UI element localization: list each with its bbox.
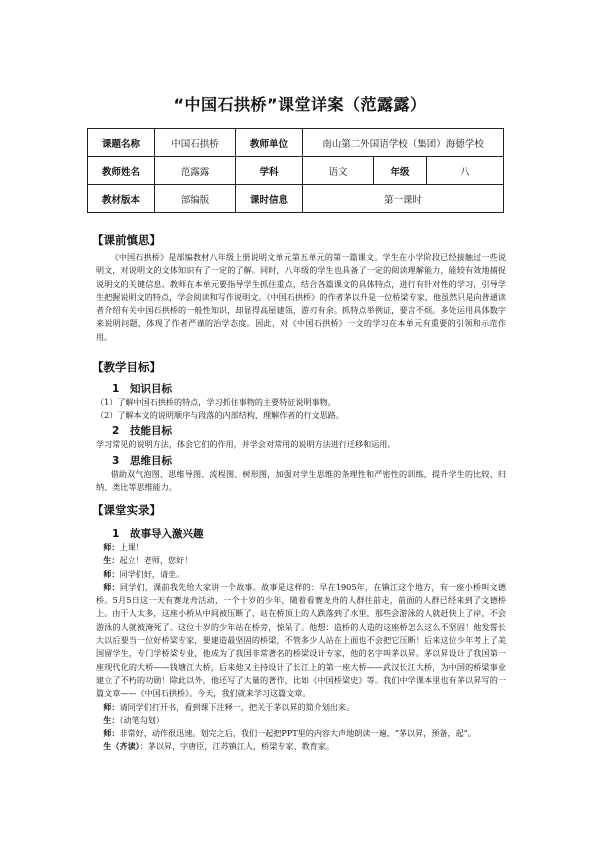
table-row bbox=[88, 129, 504, 157]
value-period: 第一课时 bbox=[303, 185, 504, 213]
speaker: 师： bbox=[103, 701, 120, 712]
utterance: 同学们好，请坐。 bbox=[119, 568, 185, 579]
label-subject: 学科 bbox=[236, 157, 303, 185]
speaker: 师： bbox=[103, 568, 120, 579]
objective-number: 1 bbox=[112, 383, 120, 395]
section-heading-objectives: 【教学目标】 bbox=[92, 360, 161, 374]
knowledge-items bbox=[96, 396, 506, 423]
utterance: 请同学们打开书，看到课下注释一，把关于茅以昇的简介划出来。 bbox=[119, 701, 355, 712]
utterance: （动笔勾划） bbox=[119, 714, 164, 725]
value-subject: 语文 bbox=[303, 157, 374, 185]
value-school: 南山第二外国语学校（集团）海德学校 bbox=[303, 129, 504, 157]
value-teacher: 范露露 bbox=[155, 157, 236, 185]
objective-thinking-heading bbox=[112, 453, 172, 468]
dialogue-line bbox=[96, 554, 506, 567]
speaker: 师： bbox=[103, 581, 120, 592]
label-teacher: 教师姓名 bbox=[88, 157, 155, 185]
objective-title: 思维目标 bbox=[130, 455, 172, 467]
speaker: 生（齐读） bbox=[103, 741, 140, 752]
value-grade: 八 bbox=[427, 157, 504, 185]
value-topic: 中国石拱桥 bbox=[155, 129, 236, 157]
objective-title: 知识目标 bbox=[130, 383, 172, 395]
table-row bbox=[88, 185, 504, 213]
thinking-line: 借助双气泡图、思维导图、流程图、树形图，加强对学生思维的条理性和严密性的训练，提升学生的比较、归纳、类比等思维能力。 bbox=[96, 469, 506, 493]
value-textbook: 部编版 bbox=[155, 185, 236, 213]
objective-knowledge-heading bbox=[112, 381, 172, 396]
list-item: （2）了解本文的说明顺序与段落的内部结构，理解作者的行文思路。 bbox=[96, 410, 344, 421]
utterance: 非常好，动作很迅速。划完之后，我们一起把PPT里的内容大声地朗读一遍，“茅以昇，预备，起”。 bbox=[119, 728, 476, 739]
dialogue-block bbox=[96, 541, 506, 754]
objective-number: 3 bbox=[112, 455, 120, 467]
dialogue-line bbox=[96, 701, 506, 714]
utterance: 上课！ bbox=[119, 542, 144, 552]
dialogue-line bbox=[96, 740, 506, 753]
dialogue-line bbox=[96, 541, 506, 554]
record-part-heading bbox=[112, 526, 204, 541]
speaker: 师： bbox=[103, 542, 120, 552]
label-grade: 年级 bbox=[374, 157, 427, 185]
label-school: 教师单位 bbox=[236, 129, 303, 157]
label-topic: 课题名称 bbox=[88, 129, 155, 157]
dialogue-line bbox=[96, 568, 506, 581]
speaker: 师： bbox=[103, 728, 120, 739]
label-textbook: 教材版本 bbox=[88, 185, 155, 213]
section-heading-record: 【课堂实录】 bbox=[92, 503, 161, 517]
pre-class-paragraph bbox=[96, 251, 506, 344]
document-title: “中国石拱桥”课堂详案（范露露） bbox=[173, 95, 427, 114]
table-row bbox=[88, 157, 504, 185]
lesson-info-table bbox=[87, 128, 504, 213]
objective-skill-heading bbox=[112, 423, 172, 438]
label-period: 课时信息 bbox=[236, 185, 303, 213]
speaker: 生： bbox=[103, 714, 120, 725]
objective-title: 技能目标 bbox=[130, 425, 172, 437]
pre-class-text: 《中国石拱桥》是部编教材八年级上册说明文单元第五单元的第一篇课文。学生在小学阶段已经接触过一些说明文，对说明文的文体知识有了一定的了解。同时，八年级的学生也具备了一定的阅读理解能力，能较有效地捕捉说明文的关键信息。教师在本单元要指导学生抓住重点，结合各篇课文的具体特点，进行有针对性的学习，引导学生把握说明文的特点，学会阅读和写作说明文。《中国石拱桥》的作者茅以升是一位桥梁专家，他虽然只是向普通读者介绍有关中国石拱桥的一般性知识，却显得高屋建瓴，游刃有余。抓特点举例证，要言不烦。多处运用具体数字来说明问题，体现了作者严谨的治学态度。因此，对《中国石拱桥》一文的学习在本单元有重要的引领和示范作用。 bbox=[96, 252, 506, 342]
utterance: 起立！老师，您好！ bbox=[119, 555, 193, 566]
dialogue-line bbox=[96, 714, 506, 727]
skill-line: 学习常见的说明方法，体会它们的作用，并学会对常用的说明方法进行迁移和运用。 bbox=[96, 439, 396, 449]
utterance: 同学们，课前我先给大家讲一个故事。故事是这样的：早在1905年，在镇江这个地方，有一座小桥叫文德桥。5月5日这一天有赛龙舟活动，一个十岁的少年，随着看赛龙舟的人群往前走，前面的人群已经来到了文德桥上。由于人太多，这座小桥从中间被压断了，站在桥顶上的人跌落到了水里，那些会游泳的人就赶快上了岸，不会游泳的人就被淹死了。这位十岁的少年站在桥旁，惊呆了。他想：造桥的人造的这座桥怎么这么不坚固！他发誓长大以后要当一位好桥梁专家，要建造最坚固的桥梁，不管多少人站在上面也不会把它压断！后来这位少年考上了美国留学生，专门学桥梁专业，他成为了我国非常著名的桥梁设计专家，他的名字叫茅以昇。茅以昇设计了我国第一座现代化的大桥——钱塘江大桥，后来他又主持设计了长江上的第一座大桥——武汉长江大桥，为中国的桥梁事业建立了不朽的功勋！除此以外，他还写了大量的著作，比如《中国桥梁史》等。我们中学课本里也有茅以昇写的一篇文章——《中国石拱桥》。今天，我们就来学习这篇文章。 bbox=[96, 581, 506, 699]
utterance: ：茅以昇，字唐臣，江苏镇江人，桥梁专家、教育家。 bbox=[139, 741, 334, 752]
part-number: 1 bbox=[112, 528, 120, 540]
list-item: （1）了解中国石拱桥的特点，学习抓住事物的主要特征说明事物。 bbox=[96, 397, 336, 407]
objective-number: 2 bbox=[112, 425, 120, 437]
dialogue-line bbox=[96, 581, 506, 701]
section-heading-pre-class: 【课前慎思】 bbox=[92, 233, 161, 247]
thinking-text bbox=[96, 468, 506, 495]
dialogue-line bbox=[96, 727, 506, 740]
skill-text bbox=[96, 438, 506, 451]
speaker: 生： bbox=[103, 555, 120, 566]
part-title: 故事导入激兴趣 bbox=[130, 528, 204, 540]
